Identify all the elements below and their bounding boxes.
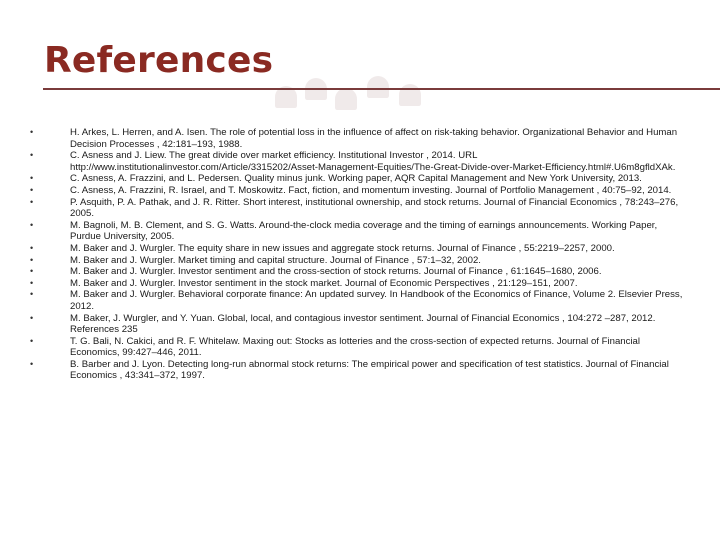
reference-text: C. Asness and J. Liew. The great divide over market efficiency. Institutional Investor , 2014. URL http://www.institutionalinvestor.com/Article/3315202/Asset-Management-Equities/The-Great-Divide-over-Market-Efficiency.html#.U6m8gfldXAk. (70, 150, 676, 173)
reference-item (30, 359, 686, 382)
reference-text: H. Arkes, L. Herren, and A. Isen. The role of potential loss in the influence of affect on risk-taking behavior. Organizational Behavior and Human Decision Processes , 42:181–193, 1988. (70, 127, 678, 150)
bullet-icon: • (30, 242, 34, 253)
reference-text: B. Barber and J. Lyon. Detecting long-run abnormal stock returns: The empirical power and specification of test statistics. Journal of Financial Economics , 43:341–372, 1997. (70, 358, 669, 382)
reference-text: M. Baker and J. Wurgler. The equity share in new issues and aggregate stock returns. Journal of Finance , 55:2219–2257, 2000. (70, 242, 615, 254)
reference-item (30, 173, 686, 185)
bullet-icon: • (30, 196, 34, 207)
reference-item (30, 289, 686, 312)
reference-text: M. Baker and J. Wurgler. Behavioral corporate finance: An updated survey. In Handbook of the Economics of Finance, Volume 2. Elsevier Press, 2012. (70, 289, 683, 312)
reference-item (30, 150, 686, 173)
reference-item (30, 255, 686, 267)
reference-text: M. Baker and J. Wurgler. Investor sentiment and the cross-section of stock returns. Journal of Finance , 61:1645–1680, 2006. (70, 266, 602, 278)
bullet-icon: • (30, 173, 34, 184)
reference-text: M. Baker and J. Wurgler. Investor sentiment in the stock market. Journal of Economic Perspectives , 21:129–151, 2007. (70, 277, 578, 289)
title-divider (43, 88, 720, 90)
reference-text: P. Asquith, P. A. Pathak, and J. R. Ritter. Short interest, institutional ownership, and stock returns. Journal of Financial Economics , 78:243–276, 2005. (70, 196, 679, 220)
bullet-icon: • (30, 127, 34, 137)
bullet-icon: • (30, 266, 34, 277)
reference-item (30, 127, 686, 150)
reference-item (30, 336, 686, 359)
reference-text: M. Bagnoli, M. B. Clement, and S. G. Watts. Around-the-clock media coverage and the timing of earnings announcements. Working Paper, Purdue University, 2005. (70, 219, 658, 243)
page-title: References (44, 40, 274, 81)
watermark-logo (275, 72, 445, 114)
reference-list (30, 127, 686, 382)
bullet-icon: • (30, 219, 34, 230)
reference-item (30, 278, 686, 290)
reference-item (30, 266, 686, 278)
reference-item (30, 243, 686, 255)
bullet-icon: • (30, 289, 34, 300)
reference-text: C. Asness, A. Frazzini, R. Israel, and T. Moskowitz. Fact, fiction, and momentum investing. Journal of Portfolio Management , 40:75–92, 2014. (70, 184, 672, 196)
reference-text: M. Baker and J. Wurgler. Market timing and capital structure. Journal of Finance , 57:1–32, 2002. (70, 254, 481, 266)
reference-text: T. G. Bali, N. Cakici, and R. F. Whitelaw. Maxing out: Stocks as lotteries and the cross-section of expected returns. Journal of Financial Economics, 99:427–446, 2011. (70, 335, 641, 359)
bullet-icon: • (30, 184, 34, 195)
bullet-icon: • (30, 150, 34, 161)
bullet-icon: • (30, 358, 34, 369)
bullet-icon: • (30, 335, 34, 346)
reference-item (30, 313, 686, 336)
reference-text: C. Asness, A. Frazzini, and L. Pedersen. Quality minus junk. Working paper, AQR Capital Management and New York University, 2013. (70, 173, 642, 185)
reference-item (30, 185, 686, 197)
reference-item (30, 220, 686, 243)
bullet-icon: • (30, 312, 34, 323)
bullet-icon: • (30, 254, 34, 265)
reference-text: M. Baker, J. Wurgler, and Y. Yuan. Global, local, and contagious investor sentiment. Journal of Financial Economics , 104:272 –287, 2012. References 235 (70, 312, 656, 336)
reference-item (30, 197, 686, 220)
bullet-icon: • (30, 277, 34, 288)
